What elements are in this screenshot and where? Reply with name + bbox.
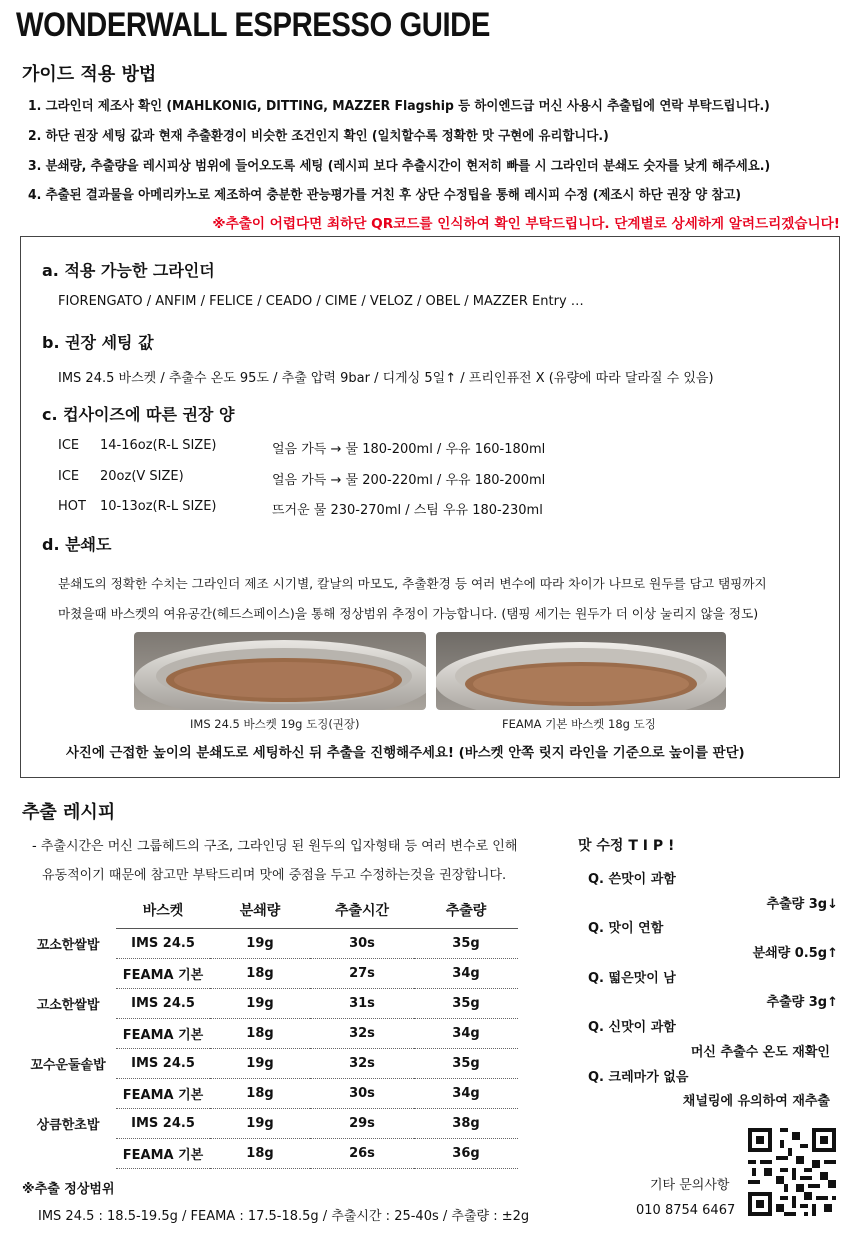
recipe-dose: 18g xyxy=(210,1078,310,1108)
recommended-settings: IMS 24.5 바스켓 / 추출수 온도 95도 / 추출 압력 9bar / 디게싱 5일↑ / 프리인퓨전 X (유량에 따라 달라질 수 있음) xyxy=(58,371,714,386)
recipe-yield: 38g xyxy=(414,1108,518,1138)
grinder-list: FIORENGATO / ANFIM / FELICE / CEADO / CIME / VELOZ / OBEL / MAZZER Entry … xyxy=(58,294,584,309)
col-yield: 추출량 xyxy=(414,892,518,928)
col-basket: 바스켓 xyxy=(116,892,210,928)
table-row xyxy=(20,1048,518,1078)
basket-photo-feama xyxy=(436,632,726,710)
col-time: 추출시간 xyxy=(310,892,414,928)
recipe-dose: 19g xyxy=(210,1048,310,1078)
table-row xyxy=(20,988,518,1018)
range-heading: ※추출 정상범위 xyxy=(22,1182,115,1197)
recipe-time: 32s xyxy=(310,1048,414,1078)
cup-amount: 얼음 가득 → 물 180-200ml / 우유 160-180ml xyxy=(272,442,546,457)
recipe-name: 꼬수운둘솥밥 xyxy=(30,1057,106,1073)
recipe-table-header xyxy=(20,892,518,928)
table-row xyxy=(20,1018,518,1048)
basket-photo-ims xyxy=(134,632,426,710)
recipe-yield: 34g xyxy=(414,958,518,988)
tip-question: Q. 크레마가 없음 xyxy=(588,1070,689,1085)
cup-amount: 얼음 가득 → 물 200-220ml / 우유 180-200ml xyxy=(272,473,546,488)
recipe-yield: 35g xyxy=(414,1048,518,1078)
recipe-note-1: - 추출시간은 머신 그룹헤드의 구조, 그라인딩 된 원두의 입자형태 등 여러 변수로 인해 xyxy=(32,839,518,854)
tip-answer: 머신 추출수 온도 재확인 xyxy=(690,1045,830,1060)
grind-description-1: 분쇄도의 정확한 수치는 그라인더 제조 시기별, 칼날의 마모도, 추출환경 등 여러 변수에 따라 차이가 나므로 원두를 담고 탬핑까지 xyxy=(58,576,767,591)
recipe-time: 27s xyxy=(310,958,414,988)
table-row xyxy=(20,928,518,958)
range-text: IMS 24.5 : 18.5-19.5g / FEAMA : 17.5-18.5g / 추출시간 : 25-40s / 추출량 : ±2g xyxy=(38,1209,530,1224)
recipe-heading: 추출 레시피 xyxy=(22,802,116,823)
recipe-yield: 35g xyxy=(414,928,518,958)
table-row xyxy=(20,1138,518,1168)
guide-heading: 가이드 적용 방법 xyxy=(22,64,157,85)
recipe-yield: 34g xyxy=(414,1018,518,1048)
cup-type: ICE xyxy=(58,438,80,453)
photo-caption-ims: IMS 24.5 바스켓 19g 도징(권장) xyxy=(190,717,360,731)
cup-size: 20oz(V SIZE) xyxy=(100,469,184,484)
section-a-heading: a. 적용 가능한 그라인더 xyxy=(42,261,215,280)
recipe-name xyxy=(20,1018,116,1048)
recipe-time: 26s xyxy=(310,1138,414,1168)
tip-question: Q. 신맛이 과함 xyxy=(588,1020,676,1035)
table-row xyxy=(20,958,518,988)
recipe-basket: FEAMA 기본 xyxy=(116,958,210,988)
recipe-name: 꼬소한쌀밥 xyxy=(36,937,100,953)
section-d-heading: d. 분쇄도 xyxy=(42,535,112,554)
col-dose: 분쇄량 xyxy=(210,892,310,928)
page-title: WONDERWALL ESPRESSO GUIDE xyxy=(16,6,490,44)
recipe-dose: 19g xyxy=(210,988,310,1018)
recipe-basket: FEAMA 기본 xyxy=(116,1138,210,1168)
cup-size: 14-16oz(R-L SIZE) xyxy=(100,438,217,453)
cup-type: HOT xyxy=(58,499,86,514)
tip-question: Q. 떫은맛이 남 xyxy=(588,971,676,986)
recipe-dose: 18g xyxy=(210,958,310,988)
recipe-yield: 35g xyxy=(414,988,518,1018)
table-row xyxy=(20,1108,518,1138)
table-row xyxy=(20,1078,518,1108)
tip-question: Q. 맛이 연함 xyxy=(588,921,664,936)
recipe-basket: IMS 24.5 xyxy=(116,1108,210,1138)
recipe-basket: FEAMA 기본 xyxy=(116,1078,210,1108)
tips-heading: 맛 수정 T I P ! xyxy=(578,838,675,854)
recipe-basket: IMS 24.5 xyxy=(116,928,210,958)
recipe-name xyxy=(20,958,116,988)
section-c-heading: c. 컵사이즈에 따른 권장 양 xyxy=(42,405,235,424)
recipe-name xyxy=(20,1078,116,1108)
recipe-name xyxy=(20,1138,116,1168)
recipe-table xyxy=(20,892,518,1169)
recipe-yield: 36g xyxy=(414,1138,518,1168)
recipe-dose: 18g xyxy=(210,1138,310,1168)
recipe-time: 30s xyxy=(310,928,414,958)
recipe-time: 30s xyxy=(310,1078,414,1108)
recipe-time: 32s xyxy=(310,1018,414,1048)
recipe-yield: 34g xyxy=(414,1078,518,1108)
photo-caption-feama: FEAMA 기본 바스켓 18g 도징 xyxy=(502,717,656,731)
recipe-basket: IMS 24.5 xyxy=(116,1048,210,1078)
guide-warning: ※추출이 어렵다면 최하단 QR코드를 인식하여 확인 부탁드립니다. 단계별로 상세하게 알려드리겠습니다! xyxy=(212,216,840,232)
guide-step-4: 4. 추출된 결과물을 아메리카노로 제조하여 충분한 관능평가를 거친 후 상단 수정팁을 통해 레시피 수정 (제조시 하단 권장 양 참고) xyxy=(28,188,742,203)
recipe-basket: IMS 24.5 xyxy=(116,988,210,1018)
tip-answer: 추출량 3g↑ xyxy=(766,995,838,1010)
qr-code-icon[interactable] xyxy=(748,1128,836,1216)
contact-phone: 010 8754 6467 xyxy=(636,1203,736,1218)
tip-question: Q. 쓴맛이 과함 xyxy=(588,872,676,887)
recipe-name: 상큼한초밥 xyxy=(36,1117,100,1133)
grind-description-2: 마쳤을때 바스켓의 여유공간(헤드스페이스)을 통해 정상범위 추정이 가능합니다. (탬핑 세기는 원두가 더 이상 눌리지 않을 정도) xyxy=(58,606,759,621)
guide-step-2: 2. 하단 권장 세팅 값과 현재 추출환경이 비슷한 조건인지 확인 (일치할수록 정확한 맛 구현에 유리합니다.) xyxy=(28,129,609,144)
cup-type: ICE xyxy=(58,469,80,484)
section-b-heading: b. 권장 세팅 값 xyxy=(42,333,154,352)
guide-step-1: 1. 그라인더 제조사 확인 (MAHLKONIG, DITTING, MAZZER Flagship 등 하이엔드급 머신 사용시 추출팁에 연락 부탁드립니다.) xyxy=(28,99,770,114)
guide-step-3: 3. 분쇄량, 추출량을 레시피상 범위에 들어오도록 세팅 (레시피 보다 추출시간이 현저히 빠를 시 그라인더 분쇄도 숫자를 낮게 해주세요.) xyxy=(28,159,771,174)
recipe-dose: 18g xyxy=(210,1018,310,1048)
recipe-time: 29s xyxy=(310,1108,414,1138)
cup-size: 10-13oz(R-L SIZE) xyxy=(100,499,217,514)
recipe-time: 31s xyxy=(310,988,414,1018)
recipe-dose: 19g xyxy=(210,928,310,958)
contact-label: 기타 문의사항 xyxy=(650,1178,730,1193)
cup-amount: 뜨거운 물 230-270ml / 스팀 우유 180-230ml xyxy=(272,503,543,518)
recipe-name: 고소한쌀밥 xyxy=(36,997,100,1013)
tip-answer: 분쇄량 0.5g↑ xyxy=(752,946,838,961)
recipe-dose: 19g xyxy=(210,1108,310,1138)
recipe-note-2: 유동적이기 때문에 참고만 부탁드리며 맛에 중점을 두고 수정하는것을 권장합니다. xyxy=(42,868,507,883)
tip-answer: 채널링에 유의하여 재추출 xyxy=(682,1094,830,1109)
tip-answer: 추출량 3g↓ xyxy=(766,897,838,912)
grind-note: 사진에 근접한 높이의 분쇄도로 세팅하신 뒤 추출을 진행해주세요! (바스켓 안쪽 릿지 라인을 기준으로 높이를 판단) xyxy=(66,746,745,761)
recipe-basket: FEAMA 기본 xyxy=(116,1018,210,1048)
